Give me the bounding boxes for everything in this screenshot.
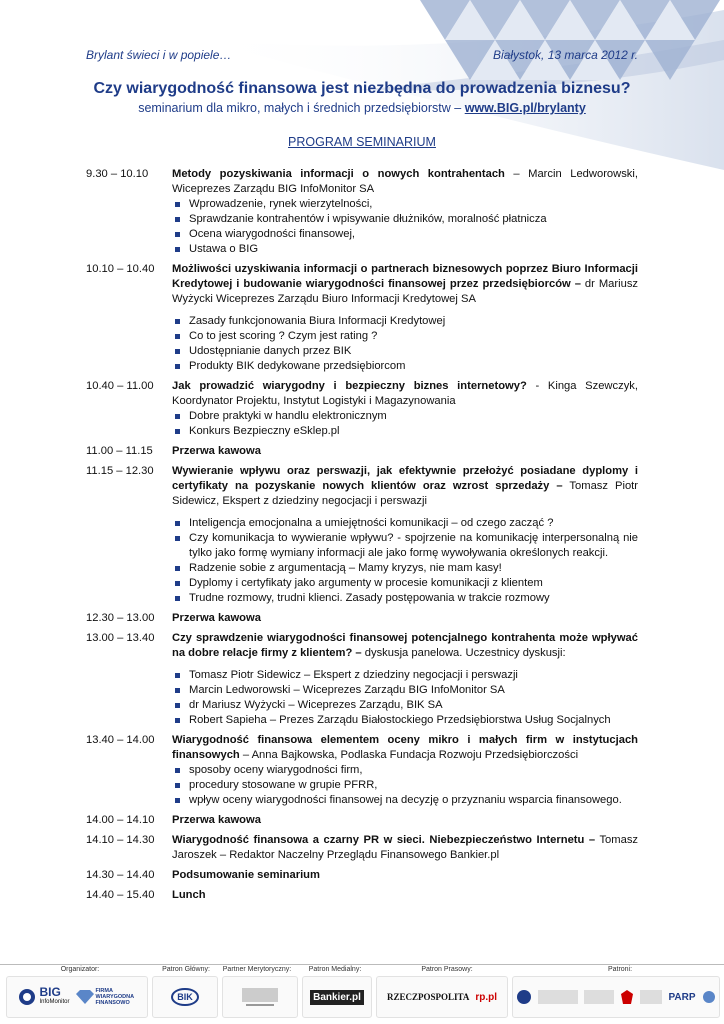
organizer-logos bbox=[6, 976, 148, 1018]
session-bullet-list bbox=[172, 668, 638, 728]
schedule-time: 14.40 – 15.40 bbox=[86, 889, 155, 901]
session-heading bbox=[172, 444, 638, 459]
session-speaker: Tomasz Jaroszek – Redaktor Naczelny Przeglądu Finansowego Bankier.pl bbox=[172, 834, 639, 861]
patrons-logos bbox=[512, 976, 720, 1018]
schedule-time: 11.15 – 12.30 bbox=[86, 465, 154, 477]
session-title: Przerwa kawowa bbox=[172, 814, 261, 826]
session-heading bbox=[172, 888, 638, 903]
session-title: Lunch bbox=[172, 889, 206, 901]
schedule-body bbox=[172, 167, 638, 257]
session-heading bbox=[172, 611, 638, 626]
session-heading bbox=[172, 631, 638, 661]
schedule-time: 14.00 – 14.10 bbox=[86, 814, 155, 826]
footer-label-partner: Partner Merytoryczny: bbox=[222, 966, 292, 973]
session-bullet: Marcin Ledworowski – Wiceprezes Zarządu BIG InfoMonitor SA bbox=[172, 683, 638, 698]
schedule-row bbox=[86, 733, 638, 808]
wiarygodna-logo bbox=[76, 988, 136, 1006]
session-bullet-list bbox=[172, 409, 638, 439]
schedule-body bbox=[172, 733, 638, 808]
schedule-row bbox=[86, 888, 638, 903]
session-heading bbox=[172, 868, 638, 883]
session-speaker: Tomasz Piotr Sidewicz, Ekspert z dziedziny negocjacji i perswazji bbox=[172, 480, 638, 507]
schedule-time: 13.00 – 13.40 bbox=[86, 632, 155, 644]
session-title: Podsumowanie seminarium bbox=[172, 869, 320, 881]
footer-label-organizer: Organizator: bbox=[60, 966, 100, 973]
big-logo-sub: InfoMonitor bbox=[39, 999, 70, 1005]
header-tagline: Brylant świeci i w popiele… bbox=[86, 48, 232, 62]
program-heading: PROGRAM SEMINARIUM bbox=[288, 135, 436, 149]
session-heading bbox=[172, 833, 638, 863]
schedule-time: 10.40 – 11.00 bbox=[86, 380, 154, 392]
schedule-row bbox=[86, 379, 638, 439]
session-bullet: dr Mariusz Wyżycki – Wiceprezes Zarządu, BIK SA bbox=[172, 698, 638, 713]
big-logo-icon bbox=[18, 988, 36, 1006]
footer-label-press-patron: Patron Prasowy: bbox=[421, 966, 473, 973]
press-logos bbox=[376, 976, 508, 1018]
session-speaker: dyskusja panelowa. Uczestnicy dyskusji: bbox=[361, 647, 566, 659]
session-title: Metody pozyskiwania informacji o nowych kontrahentach bbox=[172, 168, 505, 180]
schedule-body bbox=[172, 631, 638, 728]
session-bullet: sposoby oceny wiarygodności firm, bbox=[172, 763, 638, 778]
session-heading bbox=[172, 733, 638, 763]
session-bullet-list bbox=[172, 516, 638, 606]
session-bullet: Sprawdzanie kontrahentów i wpisywanie dłużników, moralność płatnicza bbox=[172, 212, 638, 227]
schedule-row bbox=[86, 833, 638, 863]
document-header bbox=[86, 48, 638, 62]
patron-logo-5-icon bbox=[640, 990, 662, 1004]
session-bullet: Wprowadzenie, rynek wierzytelności, bbox=[172, 197, 638, 212]
session-bullet-list bbox=[172, 197, 638, 257]
session-bullet: Udostępnianie danych przez BIK bbox=[172, 344, 638, 359]
footer-divider bbox=[0, 964, 724, 965]
schedule-time: 12.30 – 13.00 bbox=[86, 612, 155, 624]
session-bullet: Dyplomy i certyfikaty jako argumenty w procesie komunikacji z klientem bbox=[172, 576, 638, 591]
session-bullet: Trudne rozmowy, trudni klienci. Zasady postępowania w trakcie rozmowy bbox=[172, 591, 638, 606]
document-title: Czy wiarygodność finansowa jest niezbędna do prowadzenia biznesu? bbox=[93, 80, 631, 97]
schedule-body bbox=[172, 444, 638, 459]
session-title: Wiarygodność finansowa a czarny PR w sieci. Niebezpieczeństwo Internetu – bbox=[172, 834, 596, 846]
footer-label-main-patron: Patron Główny: bbox=[162, 966, 210, 973]
big-logo bbox=[18, 987, 69, 1007]
session-bullet: Radzenie sobie z argumentacją – Mamy kryzys, nie mam kasy! bbox=[172, 561, 638, 576]
session-bullet: Co to jest scoring ? Czym jest rating ? bbox=[172, 329, 638, 344]
session-heading bbox=[172, 379, 638, 409]
parp-logo: PARP bbox=[668, 991, 696, 1003]
session-bullet: Produkty BIK dedykowane przedsiębiorcom bbox=[172, 359, 638, 374]
session-title: Przerwa kawowa bbox=[172, 445, 261, 457]
footer-label-patrons: Patroni: bbox=[607, 966, 633, 973]
session-bullet-list bbox=[172, 763, 638, 808]
subtitle-link[interactable]: www.BIG.pl/brylanty bbox=[464, 101, 586, 115]
diamond-icon bbox=[76, 990, 94, 1004]
schedule-time: 13.40 – 14.00 bbox=[86, 734, 155, 746]
schedule-body bbox=[172, 262, 638, 374]
header-place-date: Białystok, 13 marca 2012 r. bbox=[493, 48, 638, 62]
session-title: Możliwości uzyskiwania informacji o partnerach biznesowych poprzez Biuro Informacji Kredytowej i budowanie wiarygodności finansowej przez przedsiębiorców – bbox=[172, 263, 638, 290]
eagle-icon bbox=[620, 989, 634, 1005]
bik-logo-text: BIK bbox=[171, 988, 199, 1006]
schedule-body bbox=[172, 464, 638, 606]
partner-logo bbox=[222, 976, 298, 1018]
schedule-row bbox=[86, 262, 638, 374]
schedule-row bbox=[86, 444, 638, 459]
partner-logo-icon bbox=[240, 985, 280, 1009]
schedule-row bbox=[86, 631, 638, 728]
schedule-row bbox=[86, 464, 638, 606]
schedule-body bbox=[172, 868, 638, 883]
session-bullet-list bbox=[172, 314, 638, 374]
wiarygodna-text: FIRMA WIARYGODNA FINANSOWO bbox=[95, 988, 134, 1006]
bankier-logo bbox=[302, 976, 372, 1018]
session-bullet: wpływ oceny wiarygodności finansowej na decyzję o przyznaniu wsparcia finansowego. bbox=[172, 793, 638, 808]
schedule-body bbox=[172, 379, 638, 439]
schedule-row bbox=[86, 167, 638, 257]
session-heading bbox=[172, 262, 638, 307]
schedule-time: 9.30 – 10.10 bbox=[86, 168, 149, 180]
schedule-body bbox=[172, 833, 638, 863]
session-title: Wiarygodność finansowa elementem oceny mikro i małych firm w instytucjach finansowych bbox=[172, 734, 638, 761]
schedule-list bbox=[86, 167, 638, 908]
session-bullet: Zasady funkcjonowania Biura Informacji Kredytowej bbox=[172, 314, 638, 329]
patron-logo-3-icon bbox=[584, 990, 614, 1004]
big-logo-text: BIG bbox=[39, 985, 61, 999]
session-bullet: Czy komunikacja to wywieranie wpływu? - spojrzenie na komunikację interpersonalną nie tylko jako formę wymiany informacji ale jako formę wywoływania określonych reakcji. bbox=[172, 531, 638, 561]
session-heading bbox=[172, 464, 638, 509]
session-title: Wywieranie wpływu oraz perswazji, jak efektywnie przełożyć posiadane dyplomy i certyfikaty na pozyskanie nowych klientów oraz wzrost sprzedaży – bbox=[172, 465, 638, 492]
rp-logo: rp.pl bbox=[475, 991, 498, 1003]
session-bullet: Inteligencja emocjonalna a umiejętności komunikacji – od czego zacząć ? bbox=[172, 516, 638, 531]
session-title: Przerwa kawowa bbox=[172, 612, 261, 624]
schedule-row bbox=[86, 611, 638, 626]
session-bullet: procedury stosowane w grupie PFRR, bbox=[172, 778, 638, 793]
session-heading bbox=[172, 813, 638, 828]
session-speaker: - Kinga Szewczyk, Koordynator Projektu, Instytut Logistyki i Magazynowania bbox=[172, 380, 638, 407]
session-speaker: – Anna Bajkowska, Podlaska Fundacja Rozwoju Przedsiębiorczości bbox=[239, 749, 579, 761]
session-bullet: Ustawa o BIG bbox=[172, 242, 638, 257]
schedule-time: 10.10 – 10.40 bbox=[86, 263, 155, 275]
schedule-row bbox=[86, 868, 638, 883]
session-speaker: – Marcin Ledworowski, Wiceprezes Zarządu BIG InfoMonitor SA bbox=[172, 168, 638, 195]
patron-logo-7-icon bbox=[702, 990, 716, 1004]
session-bullet: Dobre praktyki w handlu elektronicznym bbox=[172, 409, 638, 424]
session-heading bbox=[172, 167, 638, 197]
schedule-body bbox=[172, 813, 638, 828]
patron-logo-2-icon bbox=[538, 990, 578, 1004]
schedule-time: 14.30 – 14.40 bbox=[86, 869, 155, 881]
bankier-logo-text: Bankier.pl bbox=[310, 990, 364, 1005]
session-bullet: Tomasz Piotr Sidewicz – Ekspert z dziedziny negocjacji i perswazji bbox=[172, 668, 638, 683]
session-bullet: Ocena wiarygodności finansowej, bbox=[172, 227, 638, 242]
session-title: Czy sprawdzenie wiarygodności finansowej potencjalnego kontrahenta może wpływać na dobre relacje firmy z klientem? – bbox=[172, 632, 638, 659]
schedule-time: 11.00 – 11.15 bbox=[86, 445, 153, 457]
subtitle-text: seminarium dla mikro, małych i średnich przedsiębiorstw – bbox=[138, 101, 465, 115]
session-speaker: dr Mariusz Wyżycki Wiceprezes Zarządu Biuro Informacji Kredytowej SA bbox=[172, 278, 639, 305]
bik-logo bbox=[152, 976, 218, 1018]
schedule-time: 14.10 – 14.30 bbox=[86, 834, 155, 846]
schedule-row bbox=[86, 813, 638, 828]
session-bullet: Robert Sapieha – Prezes Zarządu Białostockiego Przedsiębiorstwa Usług Socjalnych bbox=[172, 713, 638, 728]
document-subtitle bbox=[0, 101, 724, 115]
schedule-body bbox=[172, 888, 638, 903]
schedule-body bbox=[172, 611, 638, 626]
session-title: Jak prowadzić wiarygodny i bezpieczny biznes internetowy? bbox=[172, 380, 527, 392]
footer-label-media-patron: Patron Medialny: bbox=[308, 966, 362, 973]
session-bullet: Konkurs Bezpieczny eSklep.pl bbox=[172, 424, 638, 439]
rzeczpospolita-logo: RZECZPOSPOLITA bbox=[386, 992, 470, 1002]
patron-logo-1-icon bbox=[516, 989, 532, 1005]
